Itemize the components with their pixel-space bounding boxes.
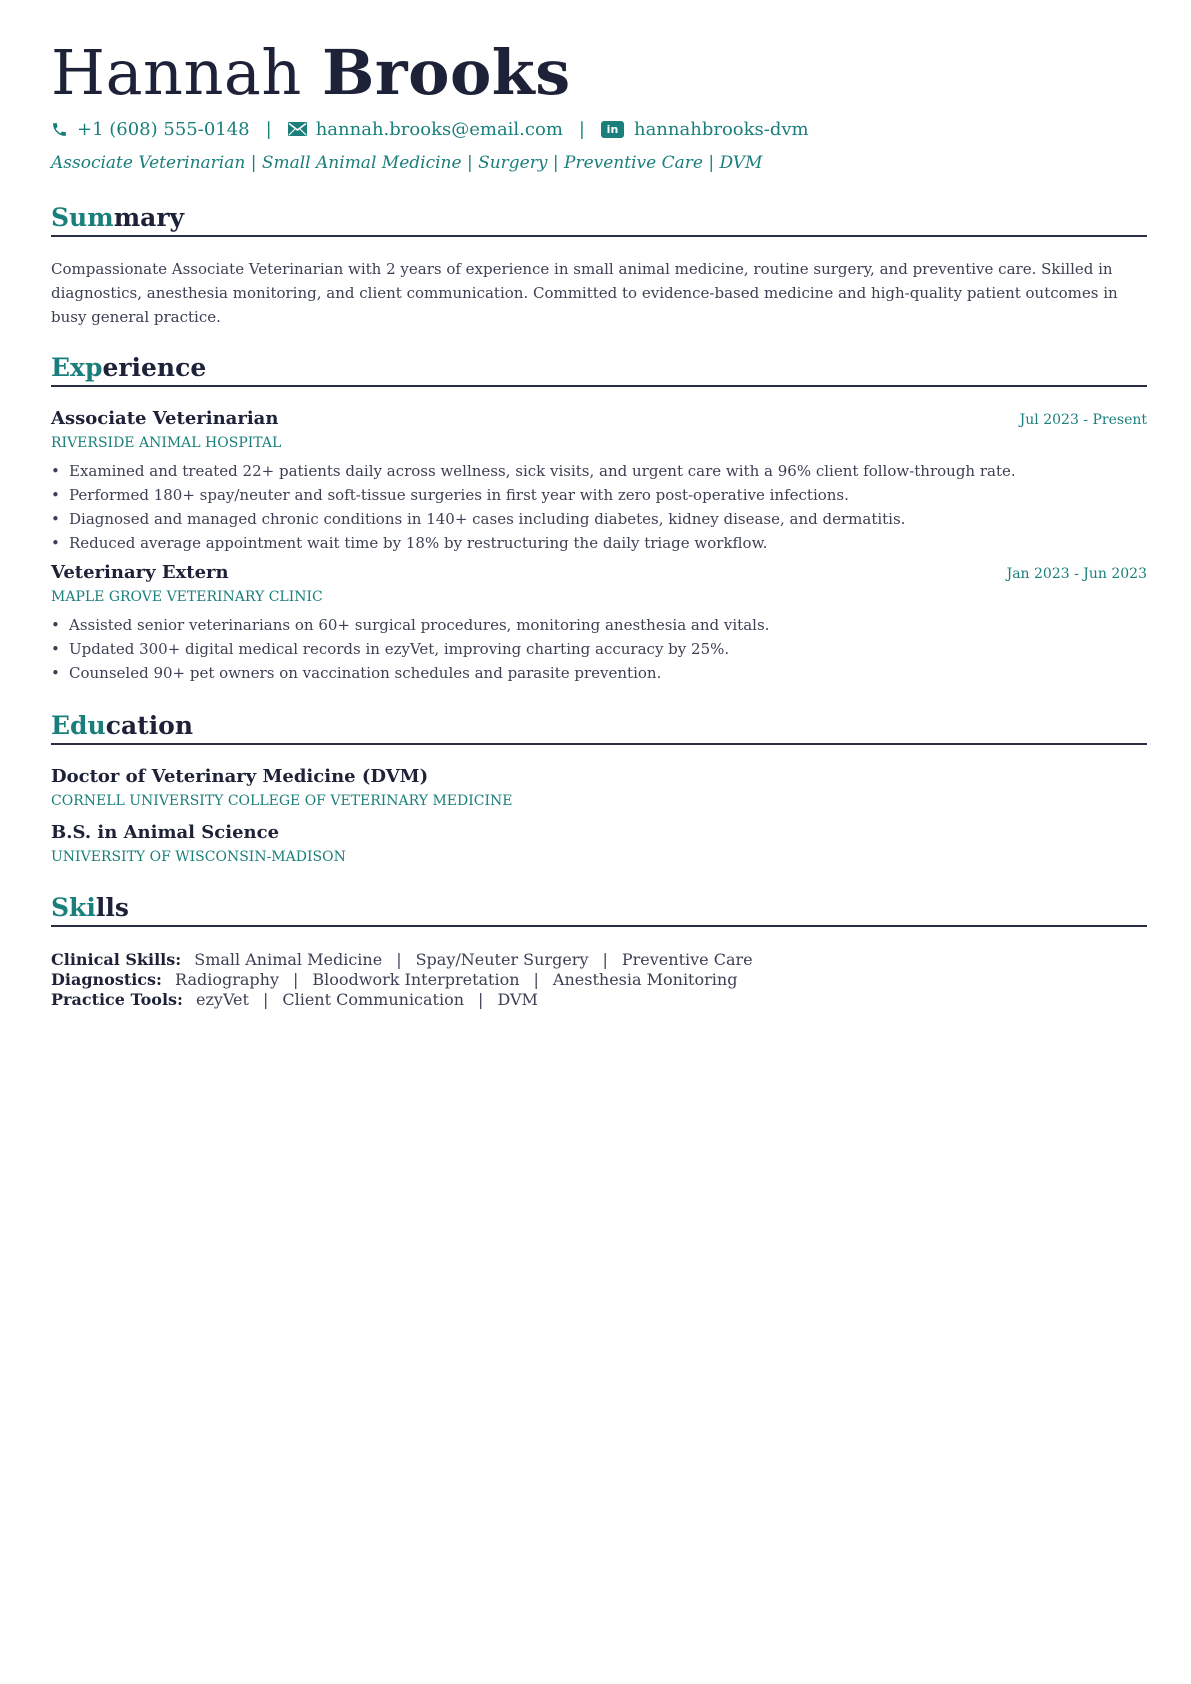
bullet-item: • Updated 300+ digital medical records in ezyVet, improving charting accuracy by 25%. xyxy=(69,637,1151,661)
bullet-item: • Performed 180+ spay/neuter and soft-tissue surgeries in first year with zero post-operative infections. xyxy=(69,483,1151,507)
contact-separator: | xyxy=(265,118,272,140)
job-entry xyxy=(51,407,1151,555)
skill-item: ezyVet xyxy=(196,990,249,1009)
skill-separator: | xyxy=(602,950,608,969)
heading-rest: erience xyxy=(102,353,207,382)
job-title: Veterinary Extern xyxy=(51,562,229,583)
skill-item: Preventive Care xyxy=(621,950,753,969)
heading-accent: Sum xyxy=(51,203,114,232)
bullet-item: • Counseled 90+ pet owners on vaccination schedules and parasite prevention. xyxy=(69,661,1151,685)
skill-separator: | xyxy=(293,970,299,989)
job-title: Associate Veterinarian xyxy=(51,408,279,429)
bullet-item: • Reduced average appointment wait time by 18% by restructuring the daily triage workflow. xyxy=(69,531,1151,555)
skill-item: Small Animal Medicine xyxy=(194,950,383,969)
employer-name: RIVERSIDE ANIMAL HOSPITAL xyxy=(51,435,282,451)
section-heading xyxy=(51,201,1147,237)
degree-name: B.S. in Animal Science xyxy=(51,822,280,843)
skill-item: Spay/Neuter Surgery xyxy=(415,950,589,969)
heading-accent: Exp xyxy=(51,353,103,382)
last-name: Brooks xyxy=(322,36,571,109)
section-heading xyxy=(51,891,1147,927)
job-bullets xyxy=(51,613,1151,685)
heading-accent: Ski xyxy=(51,893,96,922)
skills-list xyxy=(51,950,1151,1010)
skill-item: Radiography xyxy=(175,970,280,989)
skill-separator: | xyxy=(478,990,484,1009)
phone-contact[interactable] xyxy=(51,119,250,140)
job-dates: Jan 2023 - Jun 2023 xyxy=(1006,566,1147,582)
bullet-item: • Diagnosed and managed chronic conditions in 140+ cases including diabetes, kidney disease, and dermatitis. xyxy=(69,507,1151,531)
skill-item: Bloodwork Interpretation xyxy=(312,970,520,989)
heading-rest: cation xyxy=(105,711,194,740)
skills-section xyxy=(51,891,1151,1010)
education-entry xyxy=(51,821,1151,868)
skill-item: DVM xyxy=(497,990,538,1009)
education-entry xyxy=(51,765,1151,812)
job-header xyxy=(51,407,1147,431)
summary-section xyxy=(51,201,1151,329)
employer-name: MAPLE GROVE VETERINARY CLINIC xyxy=(51,589,323,605)
candidate-name xyxy=(51,36,1151,110)
phone-icon xyxy=(51,121,68,138)
heading-accent: Edu xyxy=(51,711,106,740)
heading-rest: mary xyxy=(113,203,185,232)
skill-separator: | xyxy=(533,970,539,989)
job-dates: Jul 2023 - Present xyxy=(1019,412,1147,428)
skills-label: Diagnostics: xyxy=(51,970,162,989)
contact-row xyxy=(51,116,1151,142)
skills-row xyxy=(51,970,1151,990)
contact-separator: | xyxy=(578,118,585,140)
skills-row xyxy=(51,950,1151,970)
linkedin-contact[interactable] xyxy=(601,119,809,140)
skill-item: Anesthesia Monitoring xyxy=(552,970,738,989)
skills-label: Clinical Skills: xyxy=(51,950,182,969)
bullet-item: • Examined and treated 22+ patients daily across wellness, sick visits, and urgent care with a 96% client follow-through rate. xyxy=(69,459,1151,483)
envelope-icon xyxy=(288,122,307,136)
school-name: CORNELL UNIVERSITY COLLEGE OF VETERINARY MEDICINE xyxy=(51,793,513,809)
headline-tagline: Associate Veterinarian | Small Animal Medicine | Surgery | Preventive Care | DVM xyxy=(51,153,763,173)
email-contact[interactable] xyxy=(288,119,563,140)
section-heading xyxy=(51,709,1147,745)
resume-page xyxy=(51,36,1151,1010)
job-bullets xyxy=(51,459,1151,555)
skills-row xyxy=(51,990,1151,1010)
skill-item: Client Communication xyxy=(282,990,465,1009)
heading-rest: lls xyxy=(95,893,129,922)
bullet-item: • Assisted senior veterinarians on 60+ surgical procedures, monitoring anesthesia and vitals. xyxy=(69,613,1151,637)
job-header xyxy=(51,561,1147,585)
degree-name: Doctor of Veterinary Medicine (DVM) xyxy=(51,766,429,787)
experience-section xyxy=(51,351,1151,685)
first-name: Hannah xyxy=(51,36,302,109)
skills-label: Practice Tools: xyxy=(51,990,183,1009)
phone-number: +1 (608) 555-0148 xyxy=(77,118,250,140)
job-entry xyxy=(51,561,1151,685)
email-address: hannah.brooks@email.com xyxy=(315,118,563,140)
school-name: UNIVERSITY OF WISCONSIN-MADISON xyxy=(51,849,346,865)
skill-separator: | xyxy=(262,990,269,1009)
education-section xyxy=(51,709,1151,868)
linkedin-handle: hannahbrooks-dvm xyxy=(633,118,809,140)
skill-separator: | xyxy=(396,950,402,969)
summary-text: Compassionate Associate Veterinarian with 2 years of experience in small animal medicine, routine surgery, and preventive care. Skilled in diagnostics, anesthesia monitoring, and client communication. Committed to evidence-based medicine and high-quality patient outcomes in busy general practice. xyxy=(51,260,1118,326)
section-heading xyxy=(51,351,1147,387)
linkedin-icon: in xyxy=(601,121,624,138)
